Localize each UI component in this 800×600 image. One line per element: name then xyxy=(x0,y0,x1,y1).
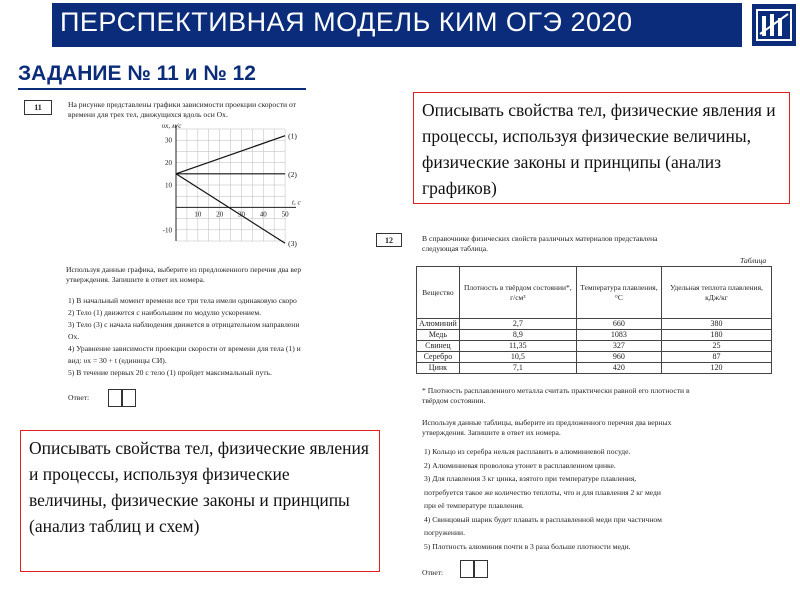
answer-cell-1[interactable] xyxy=(460,560,474,578)
y-axis-label: υx, м/с xyxy=(162,122,182,130)
answer-option: 5) В течение первых 20 с тело (1) пройдет максимальный путь. xyxy=(68,368,272,377)
table-cell: 87 xyxy=(662,352,772,363)
table-cell: Медь xyxy=(417,330,460,341)
velocity-chart xyxy=(136,121,316,251)
callout-graphs: Описывать свойства тел, физические явления и процессы, используя физические величины, физические законы и принципы (анализ графиков) xyxy=(413,92,790,204)
table-cell: 8,9 xyxy=(459,330,576,341)
x-tick-label: 40 xyxy=(259,210,267,219)
table-cell: Серебро xyxy=(417,352,460,363)
table-cell: 120 xyxy=(662,363,772,374)
x-tick-label: 10 xyxy=(194,210,202,219)
series-label: (2) xyxy=(288,169,297,179)
task12-number: 12 xyxy=(376,233,402,247)
table-cell: 7,1 xyxy=(459,363,576,374)
table-cell: Алюминий xyxy=(417,319,460,330)
answer-option: погружении. xyxy=(424,528,465,537)
answer-cell-2[interactable] xyxy=(474,560,488,578)
header xyxy=(0,0,800,50)
answer-option: 1) Кольцо из серебра нельзя расплавить в алюминиевой посуде. xyxy=(424,447,631,456)
callout-tables: Описывать свойства тел, физические явления и процессы, используя физические величины, физические законы и принципы (анализ таблиц и схем) xyxy=(20,430,380,572)
task11-instruction-line2: утверждения. Запишите в ответ их номера. xyxy=(66,275,205,284)
properties-table xyxy=(416,266,772,374)
series-label: (3) xyxy=(288,239,297,249)
answer-option: 3) Для плавления 3 кг цинка, взятого при температуре плавления, xyxy=(424,474,637,483)
y-tick-label: 30 xyxy=(165,136,172,145)
y-tick-label: 20 xyxy=(165,159,172,168)
table-cell: 180 xyxy=(662,330,772,341)
answer-option: 4) Уравнение зависимости проекции скорости от времени для тела (1) и xyxy=(68,344,301,353)
task11-intro-line1: На рисунке представлены графики зависимости проекции скорости от xyxy=(68,100,297,109)
table-cell: 1083 xyxy=(576,330,661,341)
x-tick-label: 30 xyxy=(237,210,245,219)
answer-option: 3) Тело (3) с начала наблюдения движется в отрицательном направлени xyxy=(68,320,300,329)
task11-scan xyxy=(16,93,386,423)
y-tick-label: -10 xyxy=(162,226,172,235)
answer-option: потребуется такое же количество теплоты, что и для плавления 2 кг меди xyxy=(424,487,661,497)
table-cell: 420 xyxy=(576,363,661,374)
answer-option: вид: υx = 30 + t (единицы СИ). xyxy=(68,356,167,365)
answer-option: 2) Алюминиевая проволока утонет в расплавленном цинке. xyxy=(424,460,616,470)
table-cell: 380 xyxy=(662,319,772,330)
answer-option: 5) Плотность алюминия почти в 3 раза больше плотности меди. xyxy=(424,541,631,551)
table-row xyxy=(417,352,772,363)
table-cell: 10,5 xyxy=(459,352,576,363)
page-title: ПЕРСПЕКТИВНАЯ МОДЕЛЬ КИМ ОГЭ 2020 xyxy=(60,7,633,37)
answer-option: 4) Свинцовый шарик будет плавать в расплавленной меди при частичном xyxy=(424,514,662,524)
column-header: Вещество xyxy=(417,267,460,319)
task11-intro-line2: времени для трех тел, движущихся вдоль оси Ox. xyxy=(68,110,228,119)
table-cell: 960 xyxy=(576,352,661,363)
table-cell: 25 xyxy=(662,341,772,352)
answer-cell-2[interactable] xyxy=(122,389,136,407)
answer-cell-1[interactable] xyxy=(108,389,122,407)
table-cell: 2,7 xyxy=(459,319,576,330)
task12-instruction-line2: утверждения. Запишите в ответ их номера. xyxy=(422,428,561,437)
table-cell: Свинец xyxy=(417,341,460,352)
answer-option: 2) Тело (1) движется с наибольшим по модулю ускорением. xyxy=(68,308,262,317)
x-tick-label: 20 xyxy=(216,210,224,219)
task12-scan xyxy=(372,228,784,588)
answer-option: 1) В начальный момент времени все три тела имели одинаковую скоро xyxy=(68,296,297,305)
task12-instruction-line1: Используя данные таблицы, выберите из предложенного перечня два верных xyxy=(422,418,672,427)
answer-option: при её температуре плавления. xyxy=(424,501,524,510)
task-subtitle: ЗАДАНИЕ № 11 и № 12 xyxy=(18,62,256,85)
table-caption: Таблица xyxy=(740,256,767,265)
task11-answer-label: Ответ: xyxy=(68,393,90,402)
column-header: Удельная теплота плавления, кДж/кг xyxy=(662,267,772,319)
table-cell: Цинк xyxy=(417,363,460,374)
y-tick-label: 10 xyxy=(165,181,172,190)
task11-instruction-line1: Используя данные графика, выберите из предложенного перечня два вер xyxy=(66,265,302,274)
series-label: (1) xyxy=(288,131,297,141)
table-cell: 660 xyxy=(576,319,661,330)
answer-option: Ox. xyxy=(68,332,80,341)
table-row xyxy=(417,319,772,330)
table-row xyxy=(417,341,772,352)
title-bar xyxy=(52,3,742,47)
task11-number: 11 xyxy=(24,100,52,115)
task12-intro-line2: следующая таблица. xyxy=(422,244,489,253)
table-cell: 11,35 xyxy=(459,341,576,352)
table-cell: 327 xyxy=(576,341,661,352)
table-footnote-line1: * Плотность расплавленного металла считать практически равной его плотности в xyxy=(422,386,690,395)
institute-logo-icon xyxy=(752,4,796,46)
task12-intro-line1: В справочнике физических свойств различных материалов представлена xyxy=(422,234,658,243)
column-header: Температура плавления, °С xyxy=(576,267,661,319)
x-tick-label: 50 xyxy=(281,210,289,219)
table-row xyxy=(417,330,772,341)
x-axis-label: t, c xyxy=(292,198,301,207)
table-footnote-line2: твёрдом состоянии. xyxy=(422,396,486,405)
logo xyxy=(752,4,796,46)
column-header: Плотность в твёрдом состоянии*, г/см³ xyxy=(459,267,576,319)
table-row xyxy=(417,363,772,374)
task12-answer-label: Ответ: xyxy=(422,568,444,577)
subtitle-underline xyxy=(18,88,306,90)
